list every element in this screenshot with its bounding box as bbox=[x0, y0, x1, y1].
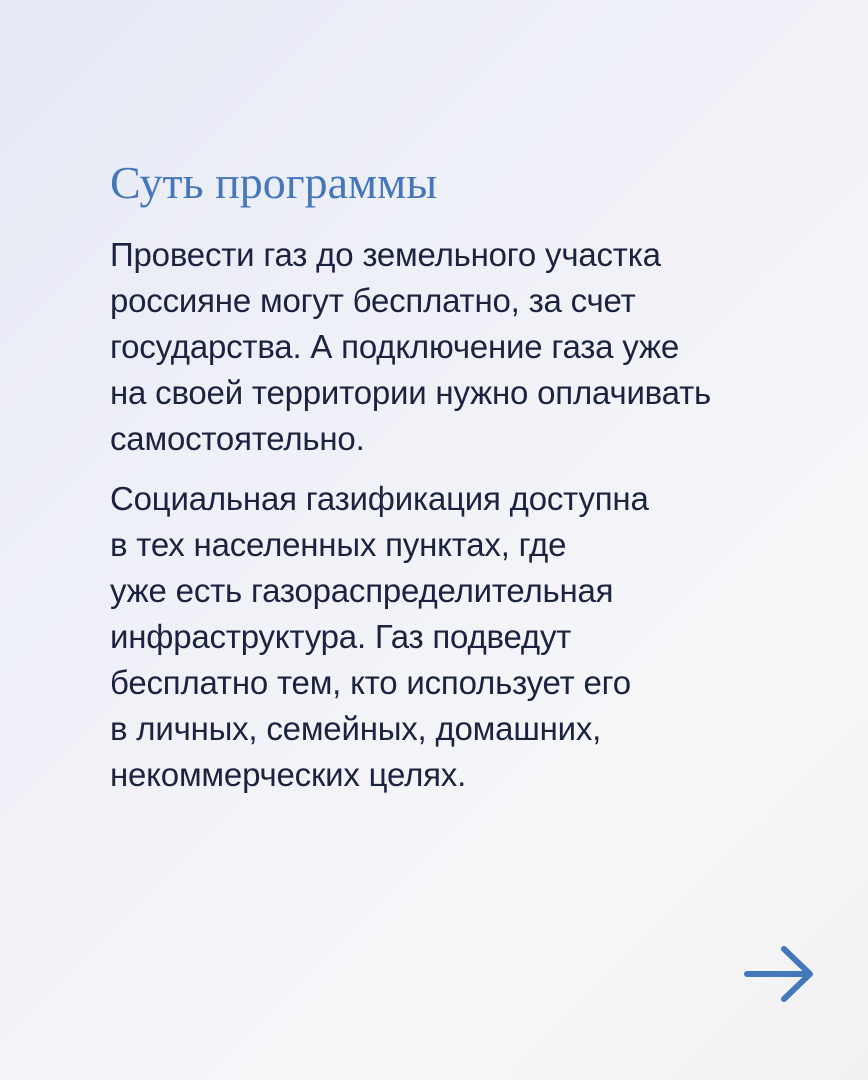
paragraph-line: самостоятельно. bbox=[110, 420, 365, 457]
paragraph-line: уже есть газораспределительная bbox=[110, 572, 614, 609]
next-slide-button[interactable] bbox=[742, 944, 816, 1004]
slide-title: Суть программы bbox=[110, 157, 438, 208]
paragraph-line: на своей территории нужно оплачивать bbox=[110, 374, 711, 411]
paragraph-program-summary bbox=[110, 232, 711, 462]
paragraph-social-gasification bbox=[110, 476, 649, 798]
paragraph-line: государства. А подключение газа уже bbox=[110, 328, 679, 365]
arrow-right-icon bbox=[742, 944, 816, 1004]
paragraph-line: бесплатно тем, кто использует его bbox=[110, 664, 631, 701]
paragraph-line: Социальная газификация доступна bbox=[110, 480, 649, 517]
paragraph-line: некоммерческих целях. bbox=[110, 756, 467, 793]
paragraph-line: россияне могут бесплатно, за счет bbox=[110, 282, 636, 319]
paragraph-line: инфраструктура. Газ подведут bbox=[110, 618, 572, 655]
paragraph-line: в тех населенных пунктах, где bbox=[110, 526, 567, 563]
paragraph-line: Провести газ до земельного участка bbox=[110, 236, 661, 273]
paragraph-line: в личных, семейных, домашних, bbox=[110, 710, 602, 747]
